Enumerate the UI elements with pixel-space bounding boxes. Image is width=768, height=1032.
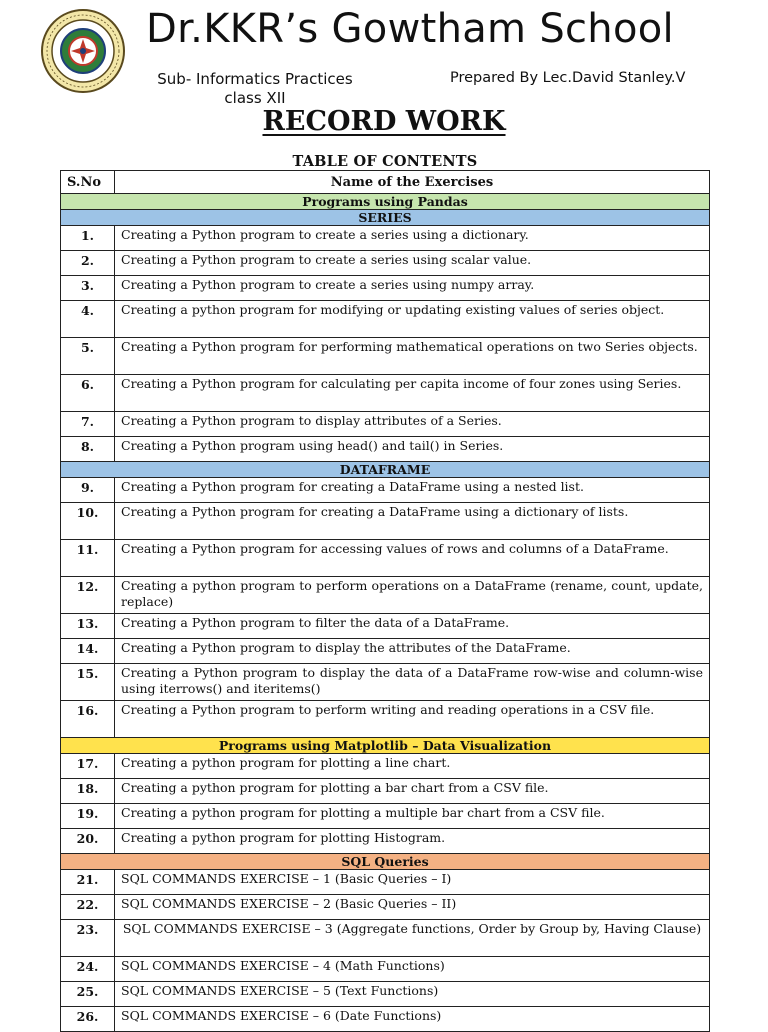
page-title-text: RECORD WORK [262,106,506,137]
row-text: Creating a python program for plotting a multiple bar chart from a CSV file. [115,804,710,829]
table-row [61,754,710,779]
subject-line: Sub- Informatics Practices [157,70,353,88]
row-text: Creating a Python program to create a series using numpy array. [115,276,710,301]
section-row [61,210,710,226]
row-text: Creating a Python program to display attributes of a Series. [115,412,710,437]
table-row [61,412,710,437]
row-number: 3. [61,276,115,301]
row-text: Creating a python program for plotting Histogram. [115,829,710,854]
class-line: class XII [224,89,286,107]
table-row [61,503,710,540]
row-text: Creating a Python program for creating a DataFrame using a dictionary of lists. [115,503,710,540]
table-row [61,701,710,738]
row-number: 20. [61,829,115,854]
section-row [61,194,710,210]
table-row [61,251,710,276]
row-number: 1. [61,226,115,251]
section-series: SERIES [61,210,710,226]
table-header-row [61,171,710,194]
row-number: 11. [61,540,115,577]
table-row [61,540,710,577]
row-number: 24. [61,957,115,982]
row-text: SQL COMMANDS EXERCISE – 1 (Basic Queries – I) [115,870,710,895]
row-text: Creating a Python program to filter the data of a DataFrame. [115,614,710,639]
table-row [61,478,710,503]
section-matplotlib: Programs using Matplotlib – Data Visualization [61,738,710,754]
table-row [61,577,710,614]
row-number: 16. [61,701,115,738]
row-text: Creating a Python program for calculating per capita income of four zones using Series. [115,375,710,412]
row-text: Creating a python program to perform operations on a DataFrame (rename, count, update, replace) [115,577,710,614]
prepared-by: Prepared By Lec.David Stanley.V [450,70,686,86]
row-text: SQL COMMANDS EXERCISE – 6 (Date Functions) [115,1007,710,1032]
section-pandas: Programs using Pandas [61,194,710,210]
page-header [0,0,768,150]
row-number: 6. [61,375,115,412]
row-number: 17. [61,754,115,779]
subject-info [150,70,360,108]
table-row [61,276,710,301]
table-row [61,639,710,664]
section-row [61,854,710,870]
row-text: Creating a Python program to create a series using scalar value. [115,251,710,276]
row-text: SQL COMMANDS EXERCISE – 3 (Aggregate functions, Order by Group by, Having Clause) [115,920,710,957]
row-text: Creating a python program for modifying or updating existing values of series object. [115,301,710,338]
table-row [61,779,710,804]
school-logo-icon [40,8,126,94]
toc-title: TABLE OF CONTENTS [292,153,478,170]
row-text: Creating a Python program for creating a DataFrame using a nested list. [115,478,710,503]
row-text: SQL COMMANDS EXERCISE – 4 (Math Functions) [115,957,710,982]
row-number: 7. [61,412,115,437]
section-sql: SQL Queries [61,854,710,870]
row-text: SQL COMMANDS EXERCISE – 2 (Basic Queries – II) [115,895,710,920]
row-text: Creating a Python program to perform writing and reading operations in a CSV file. [115,701,710,738]
table-row [61,870,710,895]
table-row [61,895,710,920]
table-row [61,920,710,957]
row-number: 21. [61,870,115,895]
row-number: 5. [61,338,115,375]
section-row [61,462,710,478]
row-number: 14. [61,639,115,664]
table-row [61,338,710,375]
row-number: 4. [61,301,115,338]
school-name: Dr.KKR’s Gowtham School [146,6,674,52]
row-number: 9. [61,478,115,503]
row-number: 18. [61,779,115,804]
row-number: 8. [61,437,115,462]
row-text: Creating a Python program for performing mathematical operations on two Series objects. [115,338,710,375]
row-number: 10. [61,503,115,540]
page-title [0,106,768,137]
table-row [61,614,710,639]
row-number: 25. [61,982,115,1007]
table-row [61,226,710,251]
row-number: 26. [61,1007,115,1032]
row-text: Creating a Python program for accessing values of rows and columns of a DataFrame. [115,540,710,577]
row-number: 15. [61,664,115,701]
row-text: Creating a Python program to display the data of a DataFrame row-wise and column-wise using iterrows() and iteritems() [115,664,710,701]
col-sno-header: S.No [61,171,115,194]
row-number: 12. [61,577,115,614]
table-row [61,1007,710,1032]
row-number: 2. [61,251,115,276]
row-number: 22. [61,895,115,920]
section-row [61,738,710,754]
section-dataframe: DATAFRAME [61,462,710,478]
table-row [61,664,710,701]
table-row [61,957,710,982]
row-number: 23. [61,920,115,957]
table-row [61,437,710,462]
row-text: SQL COMMANDS EXERCISE – 5 (Text Functions) [115,982,710,1007]
row-text: Creating a Python program using head() and tail() in Series. [115,437,710,462]
row-number: 19. [61,804,115,829]
col-name-header: Name of the Exercises [115,171,710,194]
table-row [61,982,710,1007]
table-row [61,301,710,338]
table-row [61,829,710,854]
table-row [61,804,710,829]
table-row [61,375,710,412]
row-text: Creating a python program for plotting a bar chart from a CSV file. [115,779,710,804]
row-text: Creating a python program for plotting a line chart. [115,754,710,779]
row-number: 13. [61,614,115,639]
row-text: Creating a Python program to create a series using a dictionary. [115,226,710,251]
row-text: Creating a Python program to display the attributes of the DataFrame. [115,639,710,664]
toc-table [60,170,710,1032]
